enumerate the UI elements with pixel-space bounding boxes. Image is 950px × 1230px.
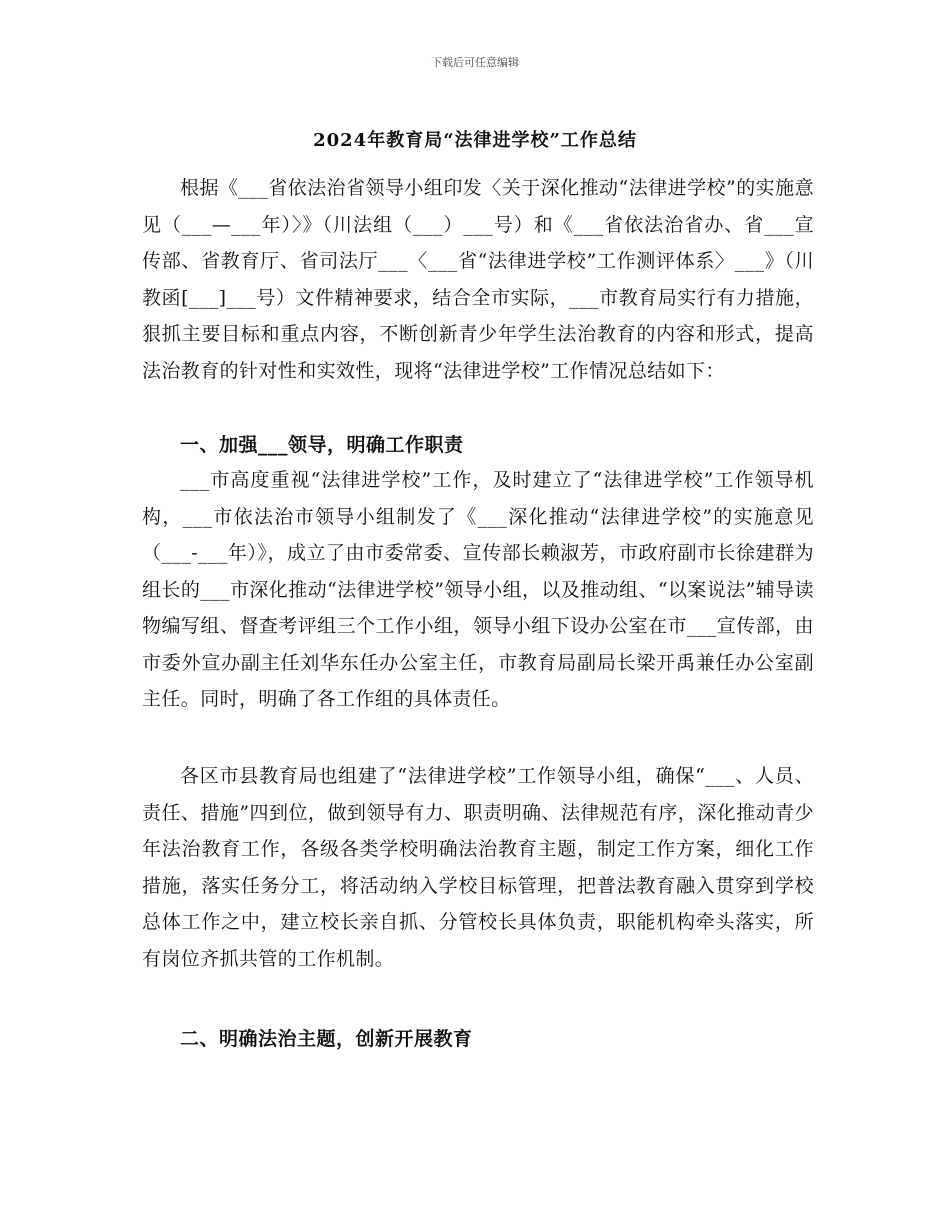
- document-title: 2024年教育局“法律进学校”工作总结: [313, 130, 637, 151]
- paragraph-text: 各区市县教育局也组建了“法律进学校”工作领导小组，确保“___、人员、责任、措施”四到位，做到领导有力、职责明确、法律规范有序，深化推动青少年法治教育工作，各级各类学校明确法治教育主题，制定工作方案，细化工作措施，落实任务分工，将活动纳入学校目标管理，把普法教育融入贯穿到学校总体工作之中，建立校长亲自抓、分管校长具体负责，职能机构牵头落实，所有岗位齐抓共管的工作机制。: [142, 765, 814, 970]
- header-note: 下载后可任意编辑: [431, 56, 519, 69]
- paragraph-text: ___市高度重视“法律进学校”工作，及时建立了“法律进学校”工作领导机构，___市依法治市领导小组制发了《___深化推动“法律进学校”的实施意见（___-___年）》，成立了由市委常委、宣传部长赖淑芳，市政府副市长徐建群为组长的___市深化推动“法律进学校”领导小组，以及推动组、“以案说法”辅导读物编写组、督查考评组三个工作小组，领导小组下设办公室在市___宣传部，由市委外宣办副主任刘华东任办公室主任，市教育局副局长梁开禹兼任办公室副主任。同时，明确了各工作组的具体责任。: [142, 469, 814, 710]
- section1-paragraph-2: [142, 758, 814, 977]
- section-heading-1: 一、加强___领导，明确工作职责: [180, 434, 464, 456]
- intro-paragraph: [142, 170, 814, 389]
- paragraph-text: 根据《___省依法治省领导小组印发〈关于深化推动“法律进学校”的实施意见（___—___年）〉》（川法组（___）___号）和《___省依法治省办、省___宣传部、省教育厅、省司法厅___〈___省“法律进学校”工作测评体系〉___》（川教函[___]___号）文件精神要求，结合全市实际，___市教育局实行有力措施，狠抓主要目标和重点内容，不断创新青少年学生法治教育的内容和形式，提高法治教育的针对性和实效性，现将“法律进学校”工作情况总结如下：: [142, 177, 814, 382]
- section1-paragraph-1: [142, 462, 814, 718]
- section-heading-2: 二、明确法治主题，创新开展教育: [180, 1028, 473, 1050]
